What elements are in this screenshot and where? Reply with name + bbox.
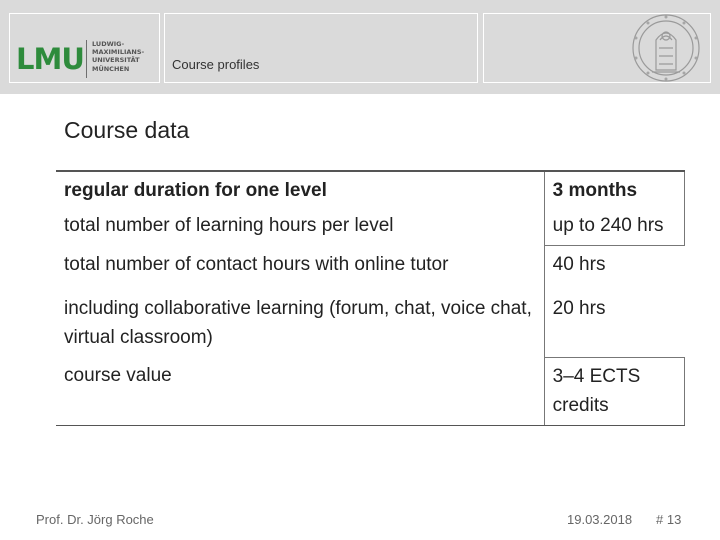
table-row: [56, 246, 685, 285]
course-data-table: [56, 170, 685, 426]
table-row: [56, 171, 685, 207]
logo-university-name: [92, 40, 144, 73]
row-label: total number of contact hours with online tutor: [64, 253, 449, 275]
university-seal-icon: [626, 12, 706, 84]
logo-divider: [86, 40, 87, 78]
lmu-logo-mark: LMU: [16, 42, 84, 76]
footer-author: Prof. Dr. Jörg Roche: [36, 512, 154, 527]
row-value: 3 months: [544, 171, 684, 207]
logo-line: LUDWIG-: [92, 40, 125, 48]
row-label: total number of learning hours per level: [64, 215, 394, 236]
page-number: # 13: [656, 512, 682, 527]
row-label: course value: [56, 357, 544, 425]
row-value: up to 240 hrs: [544, 207, 684, 246]
logo-line: MÜNCHEN: [92, 64, 130, 73]
table-row: [56, 284, 685, 357]
row-label: including collaborative learning (forum, chat, voice chat, virtual classroom): [64, 298, 532, 348]
footer-date: 19.03.2018: [567, 512, 633, 527]
title-frame: [164, 13, 478, 83]
page-title: Course data: [64, 117, 190, 143]
logo-line: UNIVERSITÄT: [92, 56, 140, 65]
table-row: [56, 357, 685, 425]
row-value: 3–4 ECTS credits: [544, 357, 684, 425]
row-label: regular duration for one level: [56, 171, 544, 207]
header-band: [0, 0, 720, 94]
logo-line: MAXIMILIANS-: [92, 48, 145, 57]
header-title: Course profiles: [172, 57, 260, 72]
table-row: [56, 207, 685, 246]
row-value: 40 hrs: [544, 246, 684, 285]
row-value: 20 hrs: [544, 284, 684, 357]
